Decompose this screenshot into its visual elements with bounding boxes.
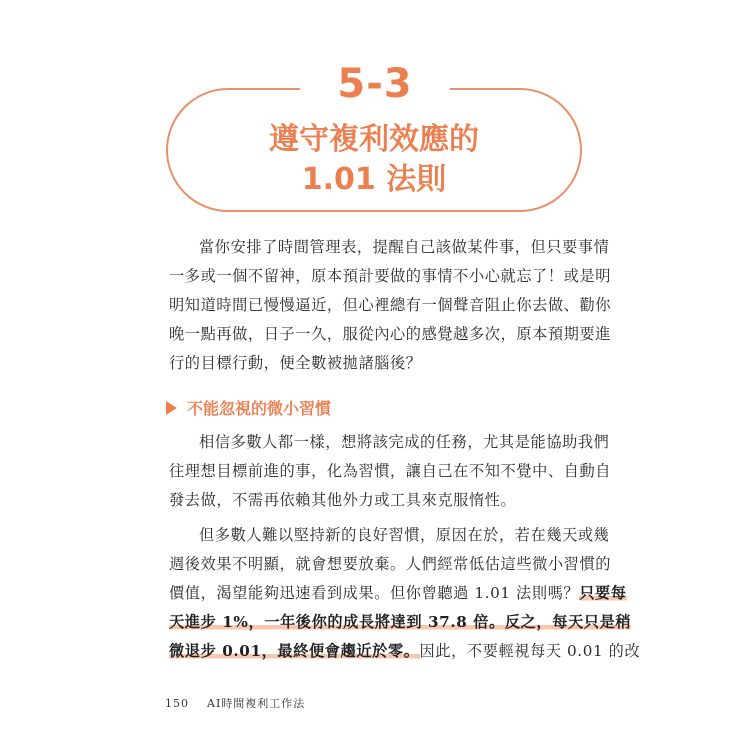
highlighted-text: 天進步 1%，一年後你的成長將達到 37.8 倍。反之，每天只是稍 bbox=[169, 613, 632, 631]
paragraph-line bbox=[169, 579, 627, 608]
paragraph-line: 晚一點再做，日子一久，服從內心的感覺越多次，原本預期要進 bbox=[169, 325, 612, 343]
paragraph-text: 價值，渴望能夠迅速看到成果。但你曾聽過 1.01 法則嗎？ bbox=[169, 584, 580, 602]
paragraph-line: 發去做，不需再依賴其他外力或工具來克服惰性。 bbox=[169, 491, 517, 509]
highlighted-text: 只要每 bbox=[579, 584, 627, 602]
section-heading-text: 不能忽視的微小習慣 bbox=[187, 399, 332, 418]
triangle-bullet-icon bbox=[166, 401, 177, 415]
paragraph-line: 但多數人難以堅持新的良好習慣，原因在於，若在幾天或幾 bbox=[199, 526, 610, 544]
page-footer bbox=[165, 696, 305, 712]
paragraph-line bbox=[169, 608, 632, 637]
page-number: 150 bbox=[165, 697, 189, 710]
paragraph-line bbox=[169, 637, 641, 666]
paragraph-line: 一多或一個不留神，原本預計要做的事情不小心就忘了！或是明 bbox=[169, 267, 612, 285]
chapter-title-line-1: 遵守複利效應的 bbox=[269, 122, 479, 157]
book-title: AI時間複利工作法 bbox=[207, 697, 306, 710]
habit-paragraph bbox=[169, 428, 612, 515]
highlighted-text: 微退步 0.01，最終便會趨近於零。 bbox=[169, 642, 420, 660]
paragraph-line: 週後效果不明顯，就會想要放棄。人們經常低估這些微小習慣的 bbox=[169, 555, 612, 573]
compound-paragraph bbox=[169, 521, 641, 666]
section-heading bbox=[166, 396, 331, 422]
paragraph-line: 當你安排了時間管理表，提醒自己該做某件事，但只要事情 bbox=[199, 238, 610, 256]
chapter-title-line-2: 1.01 法則 bbox=[301, 162, 447, 197]
intro-paragraph bbox=[169, 233, 612, 378]
chapter-title bbox=[166, 120, 582, 200]
paragraph-text: 因此，不要輕視每天 0.01 的改 bbox=[419, 642, 641, 660]
paragraph-line: 相信多數人都一樣，想將該完成的任務，尤其是能協助我們 bbox=[199, 433, 610, 451]
chapter-number: 5-3 bbox=[300, 60, 450, 108]
paragraph-line: 明知道時間已慢慢逼近，但心裡總有一個聲音阻止你去做、勸你 bbox=[169, 296, 612, 314]
paragraph-line: 往理想目標前進的事，化為習慣，讓自己在不知不覺中、自動自 bbox=[169, 462, 612, 480]
paragraph-line: 行的目標行動，便全數被拋諸腦後？ bbox=[169, 354, 422, 372]
